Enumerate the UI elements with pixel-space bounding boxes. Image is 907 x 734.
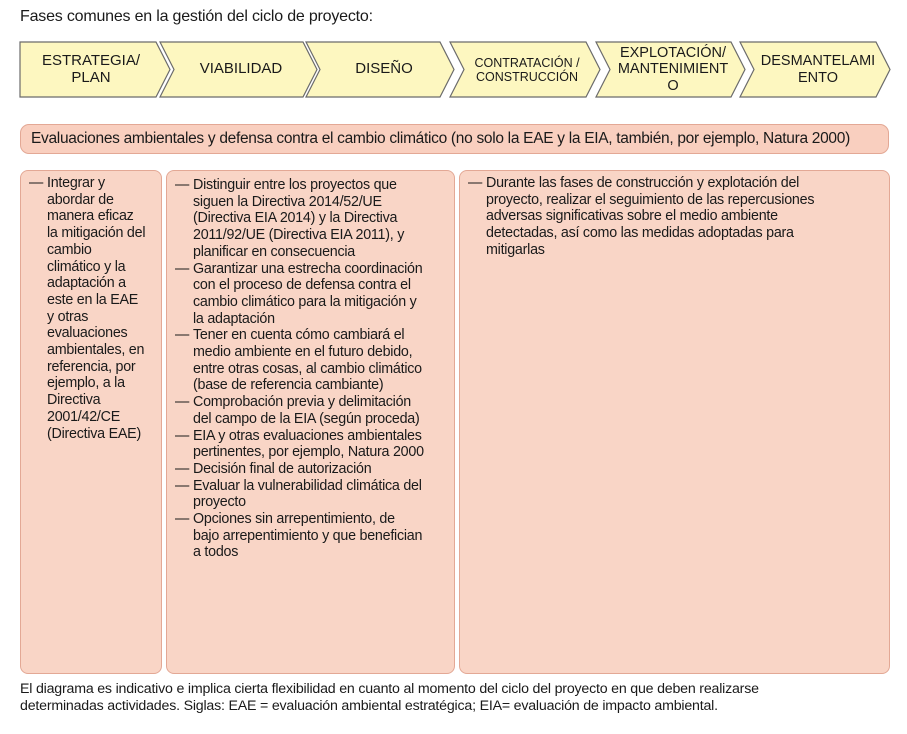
- footnote: El diagrama es indicativo e implica cierta flexibilidad en cuanto al momento del ciclo del proyecto en que deben realizarse determinadas actividades. Siglas: EAE = evaluación ambiental estratégica; EIA= evaluación de impacto ambiental.: [20, 681, 759, 714]
- list-item: — Comprobación previa y delimitación del campo de la EIA (según proceda): [175, 394, 420, 427]
- list-item: — Decisión final de autorización: [175, 460, 372, 477]
- phase-label-decommissioning: DESMANTELAMI ENTO: [760, 53, 876, 86]
- environmental-assessment-banner: Evaluaciones ambientales y defensa contra el cambio climático (no solo la EAE y la EIA, también, por ejemplo, Natura 2000): [20, 124, 889, 154]
- bullet-list: [466, 175, 874, 259]
- list-item: — Opciones sin arrepentimiento, de bajo arrepentimiento y que benefician a todos: [175, 511, 423, 561]
- phase-label-strategy: ESTRATEGIA/ PLAN: [41, 51, 141, 86]
- list-item: — Durante las fases de construcción y explotación del proyecto, realizar el seguimiento de las repercusiones adversas significativas sobre el medio ambiente detectadas, así como las medidas adoptadas para mitigarlas: [468, 175, 815, 258]
- diagram-title: Fases comunes en la gestión del ciclo de proyecto:: [20, 8, 373, 25]
- phase-label-feasibility: VIABILIDAD: [199, 60, 283, 78]
- phase-label-contracting: CONTRATACIÓN / CONSTRUCCIÓN: [474, 55, 580, 84]
- bullet-list: [27, 175, 161, 442]
- list-item: — Garantizar una estrecha coordinación con el proceso de defensa contra el cambio climático para la mitigación y la adaptación: [175, 260, 423, 327]
- phase-label-design: DISEÑO: [355, 60, 413, 78]
- column-construction-operation: [459, 170, 890, 674]
- list-item: — Distinguir entre los proyectos que siguen la Directiva 2014/52/UE (Directiva EIA 2014) y la Directiva 2011/92/UE (Directiva EIA 2011), y planificar en consecuencia: [175, 177, 405, 260]
- phase-label-operation: EXPLOTACIÓN/ MANTENIMIENT O: [617, 45, 729, 94]
- list-item: — Integrar y abordar de manera eficaz la mitigación del cambio climático y la adaptación a este en la EAE y otras evaluaciones ambientales, en referencia, por ejemplo, a la Directiva 2001/42/CE (Directiva EAE): [29, 175, 146, 442]
- list-item: — EIA y otras evaluaciones ambientales pertinentes, por ejemplo, Natura 2000: [175, 427, 424, 461]
- list-item: — Evaluar la vulnerabilidad climática del proyecto: [175, 477, 422, 511]
- list-item: — Tener en cuenta cómo cambiará el medio ambiente en el futuro debido, entre otras cosas, al cambio climático (base de referencia cambiante): [175, 327, 422, 394]
- bullet-list: [173, 177, 451, 561]
- column-strategy-plan: [20, 170, 162, 674]
- column-feasibility-design: [166, 170, 455, 674]
